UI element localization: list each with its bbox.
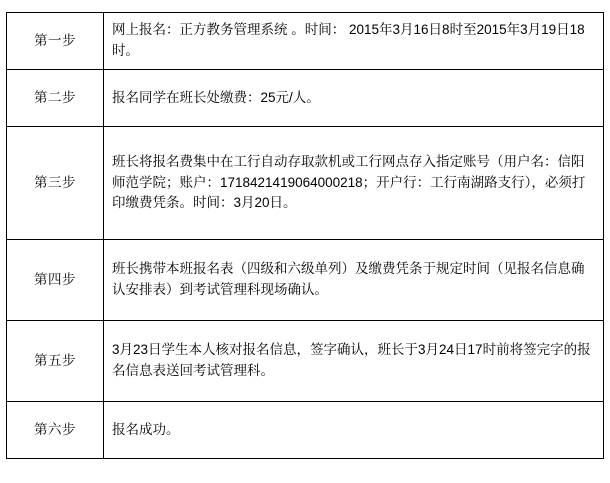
step-label-1: 第一步 bbox=[7, 13, 104, 70]
table-row bbox=[7, 240, 604, 321]
table-row bbox=[7, 13, 604, 70]
step-text-2: 报名同学在班长处缴费：25元/人。 bbox=[104, 70, 604, 127]
step-label-2: 第二步 bbox=[7, 70, 104, 127]
step-text-3: 班长将报名费集中在工行自动存取款机或工行网点存入指定账号（用户名：信阳师范学院；账户：1718421419064000218；开户行：工行南湖路支行），必须打印缴费凭条。时间：3月20日。 bbox=[104, 127, 604, 240]
step-text-5: 3月23日学生本人核对报名信息，签字确认，班长于3月24日17时前将签完字的报名信息表送回考试管理科。 bbox=[104, 321, 604, 402]
step-label-3: 第三步 bbox=[7, 127, 104, 240]
step-text-6: 报名成功。 bbox=[104, 402, 604, 459]
step-label-6: 第六步 bbox=[7, 402, 104, 459]
table-row bbox=[7, 70, 604, 127]
registration-steps-table bbox=[6, 12, 604, 459]
step-label-5: 第五步 bbox=[7, 321, 104, 402]
table-row bbox=[7, 321, 604, 402]
step-text-1: 网上报名：正方教务管理系统 。时间： 2015年3月16日8时至2015年3月19日18时。 bbox=[104, 13, 604, 70]
table-row bbox=[7, 127, 604, 240]
step-label-4: 第四步 bbox=[7, 240, 104, 321]
table-row bbox=[7, 402, 604, 459]
step-text-4: 班长携带本班报名表（四级和六级单列）及缴费凭条于规定时间（见报名信息确认安排表）到考试管理科现场确认。 bbox=[104, 240, 604, 321]
